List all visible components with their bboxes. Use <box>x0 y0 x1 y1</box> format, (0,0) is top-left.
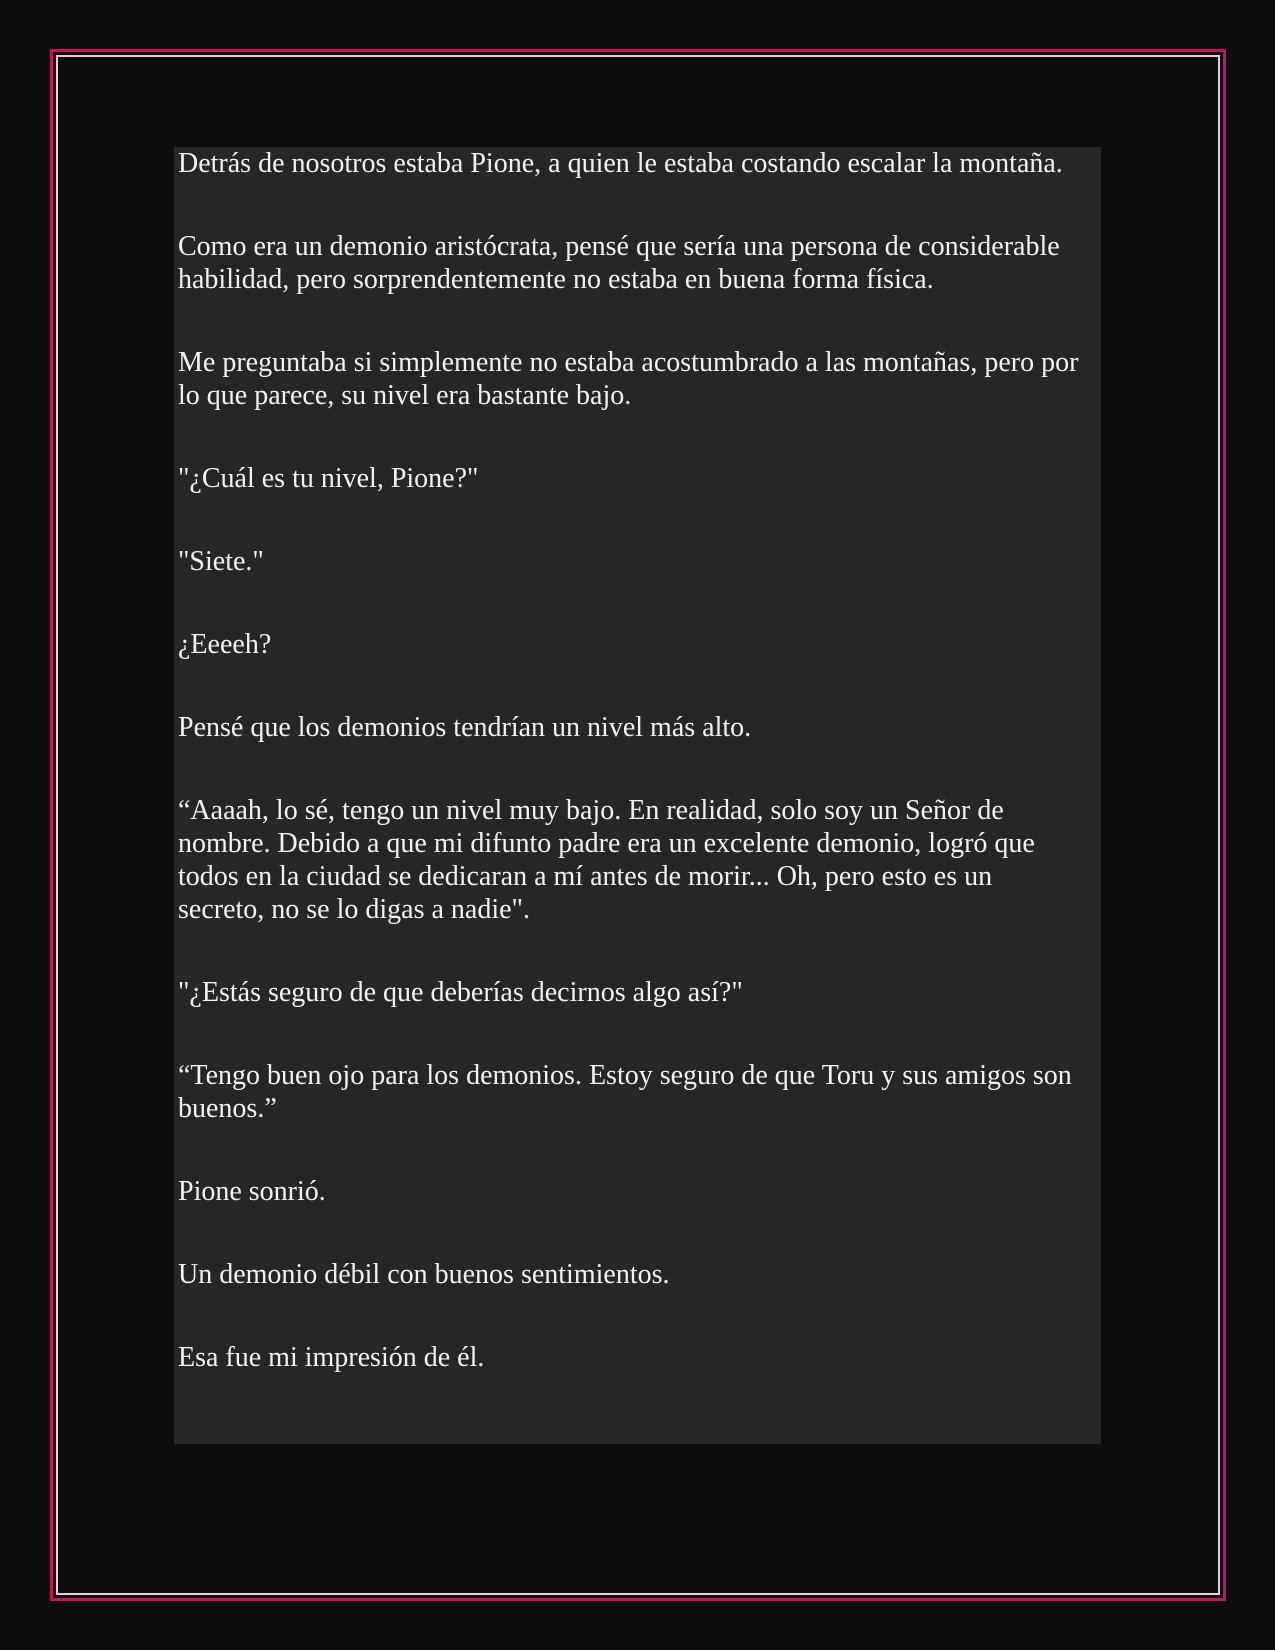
paragraph-4: "¿Cuál es tu nivel, Pione?" <box>178 463 479 494</box>
paragraph-9: "¿Estás seguro de que deberías decirnos algo así?" <box>178 977 743 1008</box>
paragraph-11: Pione sonrió. <box>178 1176 326 1207</box>
paragraph-7: Pensé que los demonios tendrían un nivel más alto. <box>178 712 752 743</box>
paragraph-1: Detrás de nosotros estaba Pione, a quien le estaba costando escalar la montaña. <box>178 148 1063 179</box>
paragraph-10: “Tengo buen ojo para los demonios. Estoy seguro de que Toru y sus amigos son buenos.” <box>178 1060 1072 1124</box>
paragraph-5: "Siete." <box>178 546 264 577</box>
paragraph-2: Como era un demonio aristócrata, pensé que sería una persona de considerable habilidad, pero sorprendentemente no estaba en buena forma física. <box>178 231 1060 295</box>
paragraph-8: “Aaaah, lo sé, tengo un nivel muy bajo. En realidad, solo soy un Señor de nombre. Debido a que mi difunto padre era un excelente demonio, logró que todos en la ciudad se dedicaran a mí antes de morir... Oh, pero esto es un secreto, no se lo digas a nadie". <box>178 795 1035 925</box>
text-panel <box>174 147 1101 1444</box>
paragraph-13: Esa fue mi impresión de él. <box>178 1342 485 1373</box>
paragraph-3: Me preguntaba si simplemente no estaba acostumbrado a las montañas, pero por lo que parece, su nivel era bastante bajo. <box>178 347 1079 411</box>
paragraph-12: Un demonio débil con buenos sentimientos. <box>178 1259 670 1290</box>
paragraph-6: ¿Eeeeh? <box>178 629 272 660</box>
